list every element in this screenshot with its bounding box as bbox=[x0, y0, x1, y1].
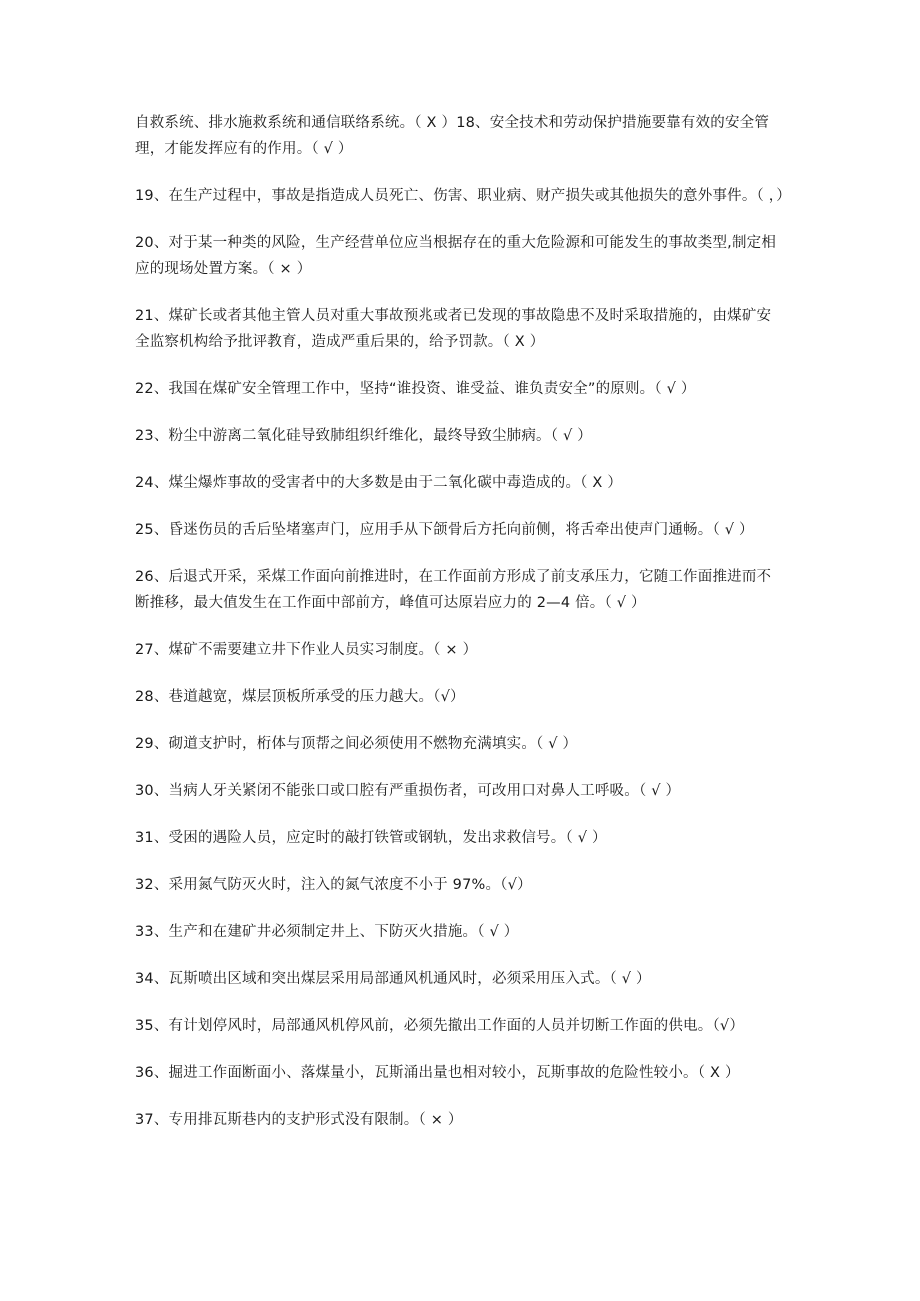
question-33: 33、生产和在建矿井必须制定井上、下防灭火措施。（ √ ） bbox=[135, 924, 519, 940]
paragraph-intro: 自救系统、排水施救系统和通信联络系统。（ X ）18、安全技术和劳动保护措施要靠有效的安全管理，才能发挥应有的作用。（ √ ） bbox=[135, 115, 770, 157]
question-28: 28、巷道越宽，煤层顶板所承受的压力越大。（√） bbox=[135, 689, 465, 705]
question-30: 30、当病人牙关紧闭不能张口或口腔有严重损伤者，可改用口对鼻人工呼吸。（ √ ） bbox=[135, 783, 681, 799]
question-21: 21、煤矿长或者其他主管人员对重大事故预兆或者已发现的事故隐患不及时采取措施的，由煤矿安全监察机构给予批评教育，造成严重后果的，给予罚款。（ X ） bbox=[135, 308, 772, 350]
question-19: 19、在生产过程中，事故是指造成人员死亡、伤害、职业病、财产损失或其他损失的意外事件。（ ，） bbox=[135, 188, 791, 204]
question-list bbox=[135, 110, 791, 1154]
question-32: 32、采用氮气防灭火时，注入的氮气浓度不小于 97%。（√） bbox=[135, 877, 532, 893]
question-37: 37、专用排瓦斯巷内的支护形式没有限制。（ × ） bbox=[135, 1112, 463, 1128]
question-26: 26、后退式开采，采煤工作面向前推进时，在工作面前方形成了前支承压力，它随工作面推进而不断推移，最大值发生在工作面中部前方，峰值可达原岩应力的 2—4 倍。（ √ ） bbox=[135, 569, 772, 611]
question-31: 31、受困的遇险人员，应定时的敲打铁管或钢轨，发出求救信号。（ √ ） bbox=[135, 830, 607, 846]
question-25: 25、昏迷伤员的舌后坠堵塞声门，应用手从下颌骨后方托向前侧，将舌牵出使声门通畅。（ √ ） bbox=[135, 522, 754, 538]
question-23: 23、粉尘中游离二氧化硅导致肺组织纤维化，最终导致尘肺病。（ √ ） bbox=[135, 428, 592, 444]
question-35: 35、有计划停风时，局部通风机停风前，必须先撤出工作面的人员并切断工作面的供电。（√） bbox=[135, 1018, 745, 1034]
question-29: 29、砌道支护时，桁体与顶帮之间必须使用不燃物充满填实。（ √ ） bbox=[135, 736, 578, 752]
question-27: 27、煤矿不需要建立井下作业人员实习制度。（ × ） bbox=[135, 642, 478, 658]
question-36: 36、掘进工作面断面小、落煤量小，瓦斯涌出量也相对较小，瓦斯事故的危险性较小。（ X ） bbox=[135, 1065, 740, 1081]
question-22: 22、我国在煤矿安全管理工作中，坚持“谁投资、谁受益、谁负责安全”的原则。（ √ ） bbox=[135, 381, 696, 397]
question-34: 34、瓦斯喷出区域和突出煤层采用局部通风机通风时，必须采用压入式。（ √ ） bbox=[135, 971, 651, 987]
question-24: 24、煤尘爆炸事故的受害者中的大多数是由于二氧化碳中毒造成的。（ X ） bbox=[135, 475, 623, 491]
question-20: 20、对于某一种类的风险，生产经营单位应当根据存在的重大危险源和可能发生的事故类型,制定相应的现场处置方案。（ × ） bbox=[135, 235, 777, 277]
